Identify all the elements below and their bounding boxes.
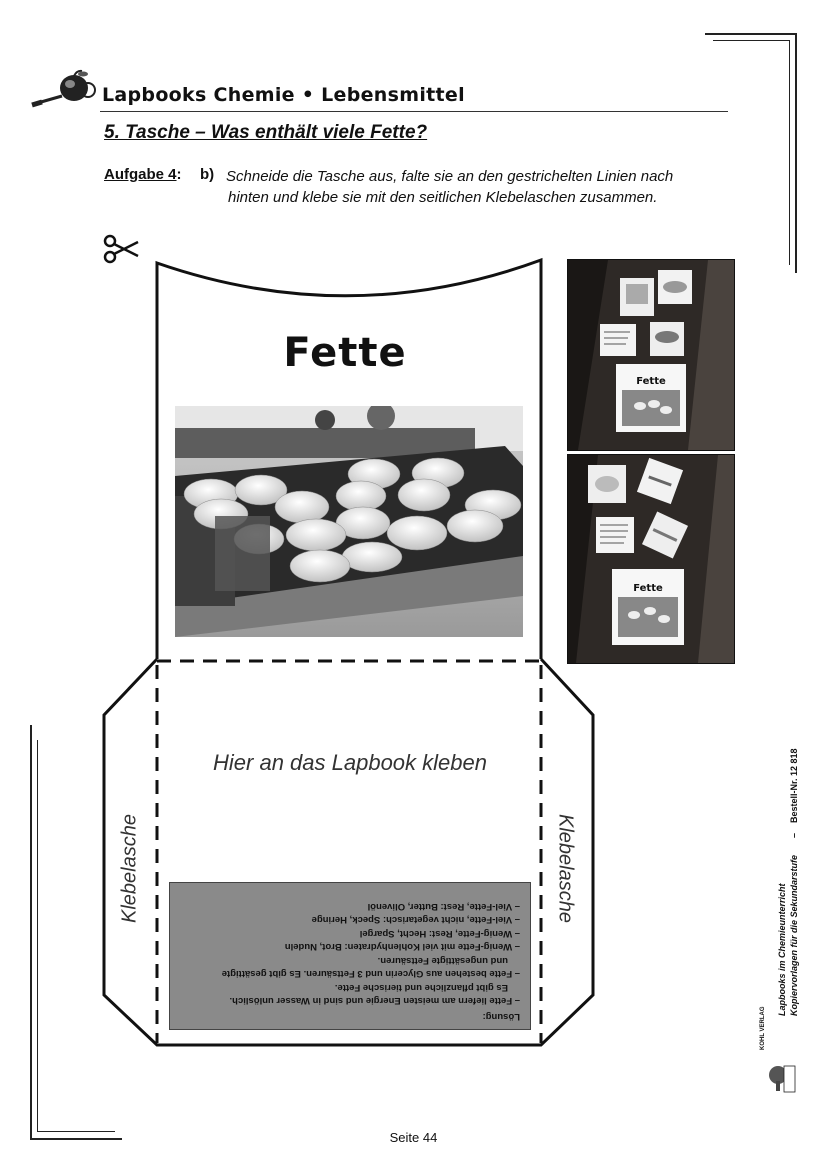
solution-box: [169, 882, 531, 1030]
solution-item: – Fette bestehen aus Glycerin und 3 Fettsäuren. Es gibt gesättigte: [221, 968, 520, 980]
section-title: 5. Tasche – Was enthält viele Fette?: [104, 122, 428, 143]
frying-donuts-photo: [175, 406, 523, 637]
task-text: [226, 166, 746, 208]
glue-flap-left-label: Klebelasche: [118, 814, 141, 923]
solution-heading: Lösung:: [482, 1011, 520, 1022]
sidebar-separator: –: [789, 832, 799, 838]
example-photo-top: [567, 259, 735, 451]
glue-flap-right-label: Klebelasche: [554, 814, 577, 923]
thumb-label-1: Fette: [636, 376, 666, 387]
kohl-verlag-logo-icon: [766, 1064, 796, 1094]
task-text-line2: hinten und klebe sie mit den seitlichen Klebelaschen zusammen.: [228, 189, 658, 206]
publisher-sidebar: [759, 738, 809, 1038]
task-label-colon: :: [176, 166, 182, 183]
frame-top-right-h2: [713, 40, 790, 41]
sidebar-line2: Kopiervorlagen für die Sekundarstufe: [789, 854, 799, 1016]
sidebar-line1: Lapbooks im Chemieunterricht: [777, 883, 787, 1016]
header-divider: [100, 111, 728, 112]
frame-top-right-v2: [789, 40, 790, 265]
solution-item: Es gibt pflanzliche und tierische Fette.: [334, 982, 508, 993]
task-label-text: Aufgabe 4: [104, 166, 177, 183]
task-text-line1: Schneide die Tasche aus, falte sie an den gestrichelten Linien nach: [226, 168, 674, 185]
sidebar-order-number: Bestell-Nr. 12 818: [789, 748, 799, 823]
frame-bottom-left-v2: [37, 740, 38, 1132]
solution-item: – Fette liefern am meisten Energie und sind in Wasser unlöslich.: [229, 995, 520, 1007]
example-photo-bottom: [567, 454, 735, 664]
thumb-label-2: Fette: [633, 583, 663, 594]
kohl-verlag-label: KOHL VERLAG: [760, 1006, 766, 1050]
frame-top-right-v: [795, 33, 797, 273]
solution-item: – Wenig-Fette, Rest: Hecht, Spargel: [359, 928, 520, 939]
solution-item: – Viel-Fette, Rest: Butter, Olivenöl: [367, 901, 520, 912]
glue-instruction: Hier an das Lapbook kleben: [213, 750, 487, 775]
task-label: [104, 166, 182, 183]
header-title: Lapbooks Chemie • Lebensmittel: [102, 84, 465, 106]
frame-bottom-left-v: [30, 725, 32, 1140]
solution-item: – Viel-Fette, nicht vegetarisch: Speck, Heringe: [311, 914, 520, 926]
frame-top-right-h: [705, 33, 797, 35]
solution-item: – Wenig-Fette mit viel Kohlenhydraten: Brot, Nudeln: [284, 941, 520, 953]
solution-text: [170, 883, 530, 1029]
task-part: b): [200, 166, 215, 183]
page-number: Seite 44: [389, 1130, 438, 1145]
pocket-title: Fette: [283, 330, 407, 376]
apple-magnifier-logo-icon: [30, 68, 100, 110]
solution-item: und ungesättigte Fettsäuren.: [377, 955, 508, 966]
